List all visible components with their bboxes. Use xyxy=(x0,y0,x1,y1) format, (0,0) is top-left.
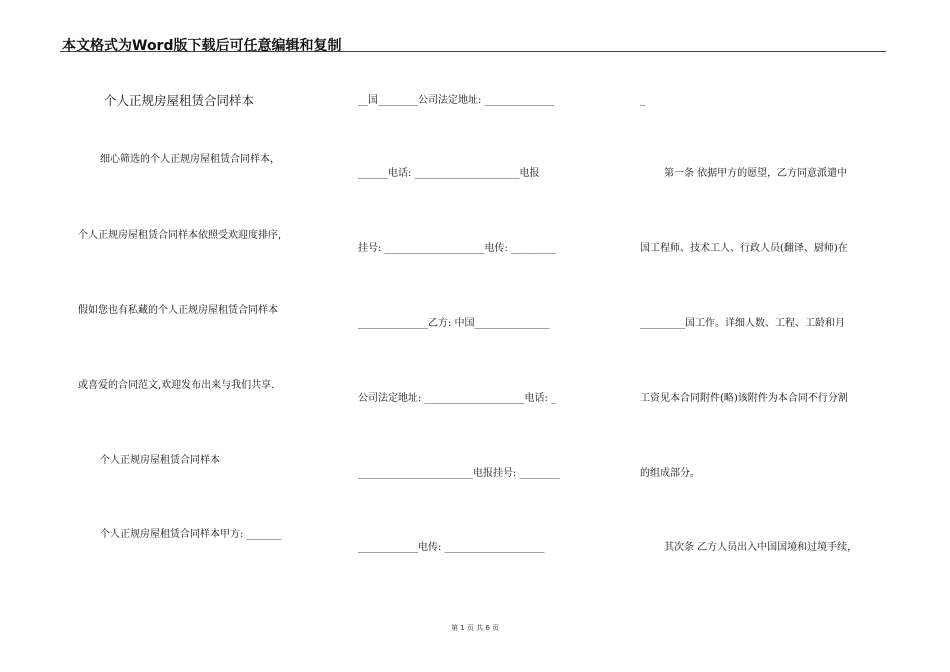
paragraph-line: 的组成部分。 xyxy=(640,468,700,479)
form-line: __国________公司法定地址: ______________ xyxy=(358,95,555,106)
paragraph-line: 国工程师、技术工人、行政人员(翻译、厨师)在 xyxy=(640,243,848,254)
header-rule xyxy=(60,51,886,52)
form-line: 公司法定地址: ____________________电话: _ xyxy=(358,393,557,404)
page-indicator: 第 1 页 共 6 页 xyxy=(450,624,500,632)
party-b-line: ______________乙方: 中国_______________ xyxy=(358,318,550,329)
form-line: ____________电传: ____________________ xyxy=(358,542,545,553)
form-line: 挂号: ____________________电传: _________ xyxy=(358,243,557,254)
article-one-line: 第一条 依据甲方的愿望，乙方同意派遣中 xyxy=(664,168,848,179)
section-heading: 个人正规房屋租赁合同样本 xyxy=(100,455,220,466)
form-line: ______电话: _____________________电报 xyxy=(358,168,540,179)
document-banner: 本文格式为Word版下载后可任意编辑和复制 xyxy=(62,38,342,54)
paragraph-line: 个人正规房屋租赁合同样本依照受欢迎度排序, xyxy=(78,230,282,241)
form-line: _______________________电报挂号: ________ xyxy=(358,468,560,479)
document-title: 个人正规房屋租赁合同样本 xyxy=(104,93,255,108)
party-a-line: 个人正规房屋租赁合同样本甲方: _______ xyxy=(100,529,282,540)
paragraph-line: 或喜爱的合同范文,欢迎发布出来与我们共享. xyxy=(78,380,275,391)
article-two-line: 其次条 乙方人员出入中国国境和过境手续， xyxy=(664,542,858,553)
form-line: _ xyxy=(640,95,645,106)
paragraph-line: 工资见本合同附件(略)该附件为本合同不行分割 xyxy=(640,393,848,404)
paragraph-line: 假如您也有私藏的个人正规房屋租赁合同样本 xyxy=(78,305,278,316)
paragraph-line: _________国工作。详细人数、工程、工龄和月 xyxy=(640,318,845,329)
paragraph-line: 细心筛选的个人正规房屋租赁合同样本， xyxy=(100,154,280,165)
